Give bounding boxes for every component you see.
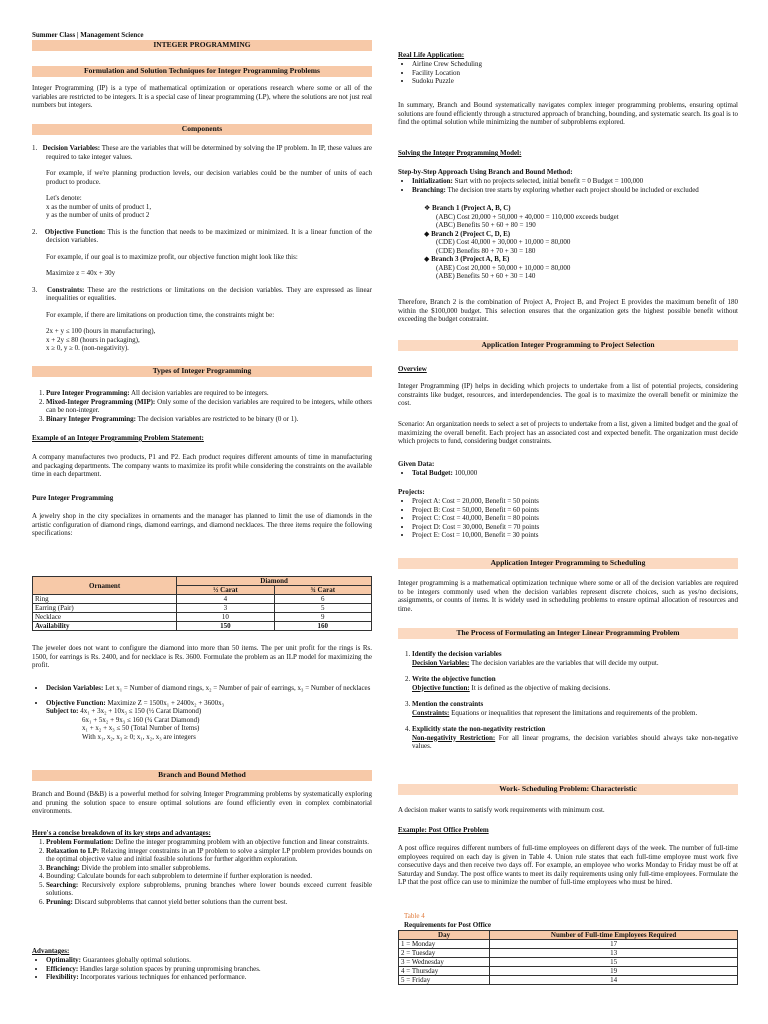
list-item: • Project E: Cost = 10,000, Benefit = 30 points	[412, 531, 738, 540]
post-office-text: A post office requires different numbers of full-time employees on different days of the week. The number of full-time employees required on each day is given in Table 4. Union rule states that each full-time employee must work five consecutive days and then receive two days off. For example, an employee who works Monday to Friday must be off at Saturday and Sunday. The post office wants to meet its daily requirements using only full-time employees. Formulate the LP that the post office can use to minimize the number of full-time employees who must be hired.	[398, 844, 738, 886]
list-item: 5. Searching: Recursively explore subproblems, pruning branches where lower bounds exceed current feasible solutions.	[46, 881, 372, 898]
overview-title: Overview	[398, 365, 427, 373]
real-life-title: Real Life Application:	[398, 51, 465, 59]
work-scheduling-bar: Work- Scheduling Problem: Characteristic	[398, 784, 738, 795]
components-bar: Components	[32, 124, 372, 135]
type-mixed: 2. Mixed-Integer Programming (MIP): Only some of the decision variables are required to be integers, while others can be non-integer.	[46, 398, 372, 415]
list-item: • Project C: Cost = 40,000, Benefit = 80 points	[412, 514, 738, 523]
bb-steps-list	[32, 838, 372, 906]
list-item: 3. Branching: Divide the problem into smaller subproblems.	[46, 864, 372, 873]
real-life-list	[398, 60, 738, 86]
types-list	[32, 389, 372, 423]
given-data-list	[398, 469, 738, 478]
scenario-text: Scenario: An organization needs to select a set of projects to undertake from a list, given a limited budget and the goal of maximizing the overall benefit. Each project has an associated cost and expected benefit. The organization must decide which projects to fund, considering budget constraints.	[398, 420, 738, 445]
projects-list	[398, 497, 738, 540]
branch-1: ❖ Branch 1 (Project A, B, C) (ABC) Cost 20,000 + 50,000 + 40,000 = 110,000 exceeds budget (ABC) Benefits 50 + 60 + 80 = 190	[424, 204, 734, 230]
page-title: INTEGER PROGRAMMING	[32, 40, 372, 51]
type-pure: 1. Pure Integer Programming: All decision variables are required to be integers.	[46, 389, 372, 398]
component-1-x: x as the number of units of product 1,	[46, 202, 152, 211]
therefore-text: Therefore, Branch 2 is the combination of Project A, Project B, and Project E provides the maximum benefit of 180 within the $100,000 budget. This selection ensures that the organization gets the highest possible benefit without exceeding the budget constraint.	[398, 298, 738, 323]
project-selection-bar: Application Integer Programming to Project Selection	[398, 340, 738, 351]
work-scheduling-text: A decision maker wants to satisfy work requirements with minimum cost.	[398, 806, 605, 814]
objective-item: • Objective Function: Maximize Z = 1500x₁ + 2400x₂ + 3600x₃ Subject to: 4x₁ + 3x₂ + 10x₃ ≤ 150 (½ Carat Diamond) 6x₁ + 5x₂ + 9x₃ ≤ 160 (¾ Carat Diamond) x₁ + x₂ + x₃ ≤ 50 (Total Number of Items) With x₁, x₂, x₃ ≥ 0; x₁, x₂, x₃ are integers	[46, 699, 372, 742]
jewelry-header-row	[33, 577, 372, 586]
component-1: 1. Decision Variables: These are the variables that will be determined by solving the IP problem. In IP, these values are required to take integer values.	[32, 144, 373, 161]
half-carat-header: ½ Carat	[177, 586, 274, 595]
branching-item: • Branching: The decision tree starts by exploring whether each project should be included or excluded	[412, 186, 738, 195]
component-3-example: For example, if there are limitations on production time, the constraints might be:	[46, 310, 275, 319]
table-row: 5 = Friday 14	[399, 976, 738, 985]
type-binary: 3. Binary Integer Programming: The decision variables are restricted to be binary (0 or 1).	[46, 415, 372, 424]
table-row: Availability 150 160	[33, 622, 372, 631]
table-row: 2 = Tuesday 13	[399, 949, 738, 958]
process-step-2: 2. Write the objective function Objective function: It is defined as the objective of making decisions.	[412, 675, 738, 692]
list-item: 2. Relaxation to LP: Relaxing integer constraints in an IP problem to solve a simpler LP problem provides bounds on the optimal objective value and initial feasible solutions for further algorithm exploration.	[46, 847, 372, 864]
component-1-y: y as the number of units of product 2	[46, 211, 150, 219]
jewelry-table	[32, 576, 372, 631]
advantages-list	[32, 956, 372, 982]
types-bar: Types of Integer Programming	[32, 366, 372, 377]
diamond-header: Diamond	[177, 577, 372, 586]
advantages-title: Advantages:	[32, 947, 70, 955]
intro-text: Integer Programming (IP) is a type of mathematical optimization or operations research where some or all of the variables are restricted to be integers. It is a special case of linear programming (LP), where the solutions are not just real numbers but integers.	[32, 84, 372, 109]
post-office-header-row: Day Number of Full-time Employees Required	[399, 931, 738, 940]
total-budget-item: • Total Budget: 100,000	[412, 469, 738, 478]
table-row: Necklace 10 9	[33, 613, 372, 622]
list-item: • Project B: Cost = 50,000, Benefit = 60 points	[412, 506, 738, 515]
initialization-item: • Initialization: Start with no projects selected, initial benefit = 0 Budget = 100,000	[412, 177, 738, 186]
header: Summer Class | Management Science	[32, 31, 144, 39]
branch-2: ◆ Branch 2 (Project C, D, E) (CDE) Cost 40,000 + 30,000 + 10,000 = 80,000 (CDE) Benefits 80 + 70 + 30 = 180	[424, 230, 734, 256]
constraint-1: 2x + y ≤ 100 (hours in manufacturing),	[46, 327, 156, 335]
overview-text: Integer Programming (IP) helps in deciding which projects to undertake from a list of potential projects, considering constraints like budget, resources, and interdependencies. The goal is to maximize the overall benefit or minimize the cost.	[398, 382, 738, 407]
table-4-label: Table 4	[404, 912, 425, 920]
list-item: • Project A: Cost = 20,000, Benefit = 50 points	[412, 497, 738, 506]
list-item: • Efficiency: Handles large solution spaces by pruning unpromising branches.	[46, 965, 372, 974]
constraint-2: x + 2y ≤ 80 (hours in packaging),	[46, 335, 140, 344]
table-row: 1 = Monday 17	[399, 940, 738, 949]
ilp-model-list	[32, 684, 372, 741]
solving-title: Solving the Integer Programming Model:	[398, 149, 522, 157]
jeweler-text: The jeweler does not want to configure the diamond into more than 50 items. The per unit profit for the rings is Rs. 1500, for earrings is Rs. 2400, and for necklace is Rs. 3600. Formulate the problem as an ILP model for maximizing the profit.	[32, 644, 372, 669]
process-bar: The Process of Formulating an Integer Linear Programming Problem	[398, 628, 738, 639]
list-item: • Flexibility: Incorporates various techniques for enhanced performance.	[46, 973, 372, 982]
post-office-table	[398, 930, 738, 985]
table-row: Ring 4 6	[33, 595, 372, 604]
list-item: • Project D: Cost = 30,000, Benefit = 70 points	[412, 523, 738, 532]
example-text: A company manufactures two products, P1 and P2. Each product requires different amounts of time in manufacturing and packaging departments. The company wants to maximize its profit while considering the constraints on the available time in each department.	[32, 453, 372, 478]
list-item: • Airline Crew Scheduling	[412, 60, 738, 69]
component-2-formula: Maximize z = 40x + 30y	[46, 269, 116, 277]
bb-text: Branch and Bound (B&B) is a powerful method for solving Integer Programming problems by systematically exploring and pruning the solution space to ensure optimal solutions are found efficiently even in complex combinatorial environments.	[32, 790, 372, 815]
process-step-1: 1. Identify the decision variables Decision Variables: The decision variables are the variables that will decide my output.	[412, 650, 738, 667]
component-1-let: Let's denote:	[46, 194, 82, 202]
table-row: Earring (Pair) 3 5	[33, 604, 372, 613]
process-step-4: 4. Explicitly state the non-negativity restriction Non-negativity Restriction: For all linear programs, the decision variables should always take non-negative values.	[412, 725, 738, 751]
subtitle-bar: Formulation and Solution Techniques for Integer Programming Problems	[32, 66, 372, 77]
list-item: 4. Bounding: Calculate bounds for each subproblem to determine if further exploration is needed.	[46, 872, 372, 881]
component-1-example: For example, if we're planning production levels, our decision variables could be the number of units of each product to produce.	[46, 169, 372, 186]
projects-title: Projects:	[398, 488, 425, 496]
bb-approach-list	[398, 177, 738, 194]
table-row: 3 = Wednesday 15	[399, 958, 738, 967]
list-item: • Sudoku Puzzle	[412, 77, 738, 86]
bb-bar: Branch and Bound Method	[32, 770, 372, 781]
pure-title: Pure Integer Programming	[32, 494, 114, 502]
branches-list	[410, 204, 734, 281]
pure-text: A jewelry shop in the city specializes in ornaments and the manager has planned to limit the use of diamonds in the artistic configuration of diamond rings, diamond earrings, and diamond necklaces. The three items require the following specifications:	[32, 512, 372, 537]
ornament-header: Ornament	[33, 577, 177, 595]
table-4-caption: Requirements for Post Office	[404, 921, 492, 929]
step-approach-title: Step-by-Step Approach Using Branch and Bound Method:	[398, 168, 573, 176]
process-list	[398, 650, 738, 751]
example-title: Example of an Integer Programming Problem Statement:	[32, 434, 204, 442]
branch-3: ◆ Branch 3 (Project A, B, E) (ABE) Cost 20,000 + 50,000 + 10,000 = 80,000 (ABE) Benefits 50 + 60 + 30 = 140	[424, 255, 734, 281]
decision-variables-item: • Decision Variables: Let x₁ = Number of diamond rings, x₂ = Number of pair of earrings, x₃ = Number of necklaces	[46, 684, 372, 693]
summary-text: In summary, Branch and Bound systematically navigates complex integer programming problems, ensuring optimal solutions are found efficiently through a structured approach of branching, bounding, and systematic search. Its goal is to find the optimal solution while minimizing the number of subproblems explored.	[398, 101, 738, 126]
list-item: 1. Problem Formulation: Define the integer programming problem with an objective function and linear constraints.	[46, 838, 372, 847]
list-item: • Optimality: Guarantees globally optimal solutions.	[46, 956, 372, 965]
list-item: • Facility Location	[412, 69, 738, 78]
process-step-3: 3. Mention the constraints Constraints: Equations or inequalities that represent the limitations and requirements of the problem.	[412, 700, 738, 717]
given-data-title: Given Data:	[398, 460, 435, 468]
three-quarter-carat-header: ¾ Carat	[274, 586, 371, 595]
scheduling-bar: Application Integer Programming to Scheduling	[398, 558, 738, 569]
component-3: 3. Constraints: These are the restrictions or limitations on the decision variables. They are expressed as linear inequalities or equalities.	[32, 285, 372, 302]
components-list	[32, 144, 372, 353]
scheduling-text: Integer programming is a mathematical optimization technique where some or all of the decision variables are required to be integers commonly used when the decision variables represent discrete choices, such as yes/no decisions, assignments, or counts of items. It is widely used in scheduling problems to ensure optimal allocation of resources and time.	[398, 579, 738, 613]
bb-steps-title: Here's a concise breakdown of its key steps and advantages:	[32, 829, 211, 837]
component-2-example: For example, if our goal is to maximize profit, our objective function might look like this:	[46, 252, 298, 261]
table-row: 4 = Thursday 19	[399, 967, 738, 976]
list-item: 6. Pruning: Discard subproblems that cannot yield better solutions than the current best.	[46, 898, 372, 907]
component-2: 2. Objective Function: This is the function that needs to be maximized or minimized. It is a linear function of the decision variables.	[32, 227, 373, 244]
constraint-3: x ≥ 0, y ≥ 0. (non-negativity).	[46, 344, 129, 352]
post-office-title: Example: Post Office Problem	[398, 826, 489, 834]
